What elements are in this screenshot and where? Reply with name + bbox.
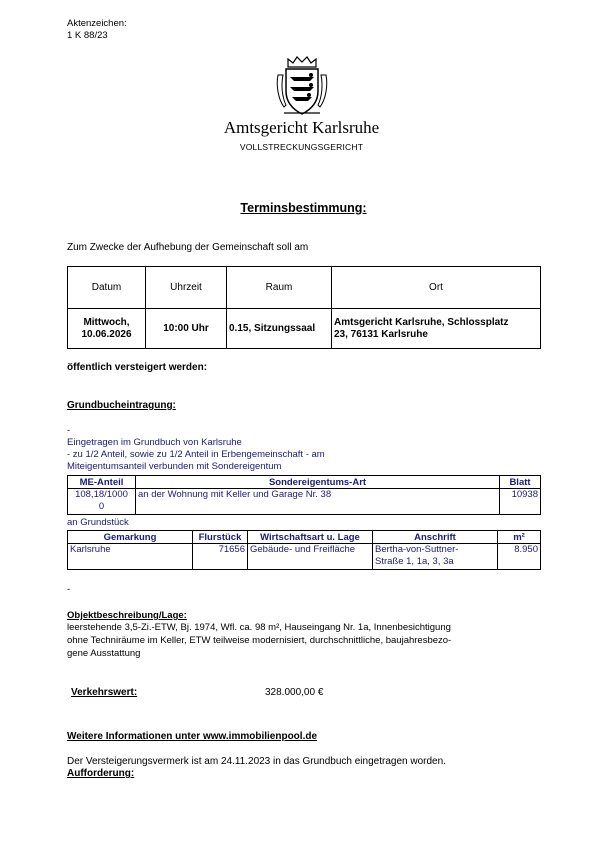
grundbuch-dash: - bbox=[67, 425, 71, 436]
blatt-cell: 10938 bbox=[500, 489, 541, 515]
flurstueck-header: Flurstück bbox=[193, 531, 248, 544]
schedule-header-raum: Raum bbox=[227, 267, 332, 309]
sondereigentum-cell: an der Wohnung mit Keller und Garage Nr. 38 bbox=[136, 489, 500, 515]
m2-header: m² bbox=[498, 531, 541, 544]
grundbuch-dash-2: - bbox=[67, 584, 71, 595]
anschrift-line1: Bertha-von-Suttner- bbox=[375, 544, 459, 555]
schedule-raum: 0.15, Sitzungssaal bbox=[227, 309, 332, 349]
gemarkung-table bbox=[67, 530, 541, 570]
objekt-line-3: gene Ausstattung bbox=[67, 648, 141, 659]
verkehrswert-label: Verkehrswert: bbox=[71, 687, 138, 698]
page-title: Terminsbestimmung: bbox=[240, 201, 367, 215]
vermerk-text: Der Versteigerungsvermerk ist am 24.11.2023 in das Grundbuch eingetragen worden. bbox=[67, 756, 446, 767]
anschrift-line2: Straße 1, 1a, 3, 3a bbox=[375, 556, 454, 567]
court-name: Amtsgericht Karlsruhe bbox=[223, 118, 380, 137]
me-anteil-line2: 0 bbox=[98, 501, 105, 512]
aufforderung-heading: Aufforderung: bbox=[67, 768, 135, 779]
schedule-ort-line1: Amtsgericht Karlsruhe, Schlossplatz bbox=[334, 316, 509, 328]
schedule-header-datum: Datum bbox=[68, 267, 146, 309]
gemarkung-cell: Karlsruhe bbox=[68, 544, 193, 570]
schedule-ort bbox=[332, 309, 541, 349]
schedule-table bbox=[67, 266, 541, 349]
objekt-heading: Objektbeschreibung/Lage: bbox=[67, 610, 187, 621]
schedule-ort-line2: 23, 76131 Karlsruhe bbox=[334, 328, 428, 340]
auction-text: öffentlich versteigert werden: bbox=[67, 362, 208, 373]
schedule-uhrzeit: 10:00 Uhr bbox=[146, 309, 227, 349]
me-anteil-line1: 108,18/1000 bbox=[75, 489, 128, 500]
coat-of-arms-icon bbox=[274, 55, 330, 117]
schedule-datum bbox=[68, 309, 146, 349]
grundbuch-line-2: - zu 1/2 Anteil, sowie zu 1/2 Anteil in Erbengemeinschaft - am bbox=[67, 449, 325, 460]
intro-text: Zum Zwecke der Aufhebung der Gemeinschaft soll am bbox=[67, 242, 309, 253]
wirtschaftsart-cell: Gebäude- und Freifläche bbox=[248, 544, 373, 570]
flurstueck-cell: 71656 bbox=[193, 544, 248, 570]
schedule-datum-line1: Mittwoch, bbox=[83, 316, 130, 328]
me-anteil-cell bbox=[68, 489, 136, 515]
schedule-datum-line2: 10.06.2026 bbox=[81, 328, 132, 340]
schedule-header-ort: Ort bbox=[332, 267, 541, 309]
grundbuch-line-1: Eingetragen im Grundbuch von Karlsruhe bbox=[67, 437, 242, 448]
grundbuch-line-3: Miteigentumsanteil verbunden mit Sondereigentum bbox=[67, 461, 282, 472]
objekt-line-1: leerstehende 3,5-Zi.-ETW, Bj. 1974, Wfl. ca. 98 m², Hauseingang Nr. 1a, Innenbesichtigung bbox=[67, 622, 451, 633]
aktenzeichen-label: Aktenzeichen: bbox=[67, 18, 127, 29]
gemarkung-header: Gemarkung bbox=[68, 531, 193, 544]
wirtschaftsart-header: Wirtschaftsart u. Lage bbox=[248, 531, 373, 544]
anschrift-cell bbox=[373, 544, 498, 570]
aktenzeichen-value: 1 K 88/23 bbox=[67, 30, 108, 41]
schedule-header-uhrzeit: Uhrzeit bbox=[146, 267, 227, 309]
grundbuch-heading: Grundbucheintragung: bbox=[67, 400, 176, 411]
an-grundstueck-text: an Grundstück bbox=[67, 517, 129, 528]
me-anteil-header: ME-Anteil bbox=[68, 476, 136, 489]
weitere-info-link[interactable]: Weitere Informationen unter www.immobilienpool.de bbox=[67, 731, 318, 742]
m2-cell: 8.950 bbox=[498, 544, 541, 570]
blatt-header: Blatt bbox=[500, 476, 541, 489]
verkehrswert-value: 328.000,00 € bbox=[265, 687, 324, 698]
anschrift-header: Anschrift bbox=[373, 531, 498, 544]
sondereigentum-header: Sondereigentums-Art bbox=[136, 476, 500, 489]
me-anteil-table bbox=[67, 475, 541, 515]
objekt-line-2: ohne Techniräume im Keller, ETW teilweise modernisiert, durchschnittliche, baujahresbezo- bbox=[67, 635, 452, 646]
department-label: VOLLSTRECKUNGSGERICHT bbox=[239, 142, 364, 152]
